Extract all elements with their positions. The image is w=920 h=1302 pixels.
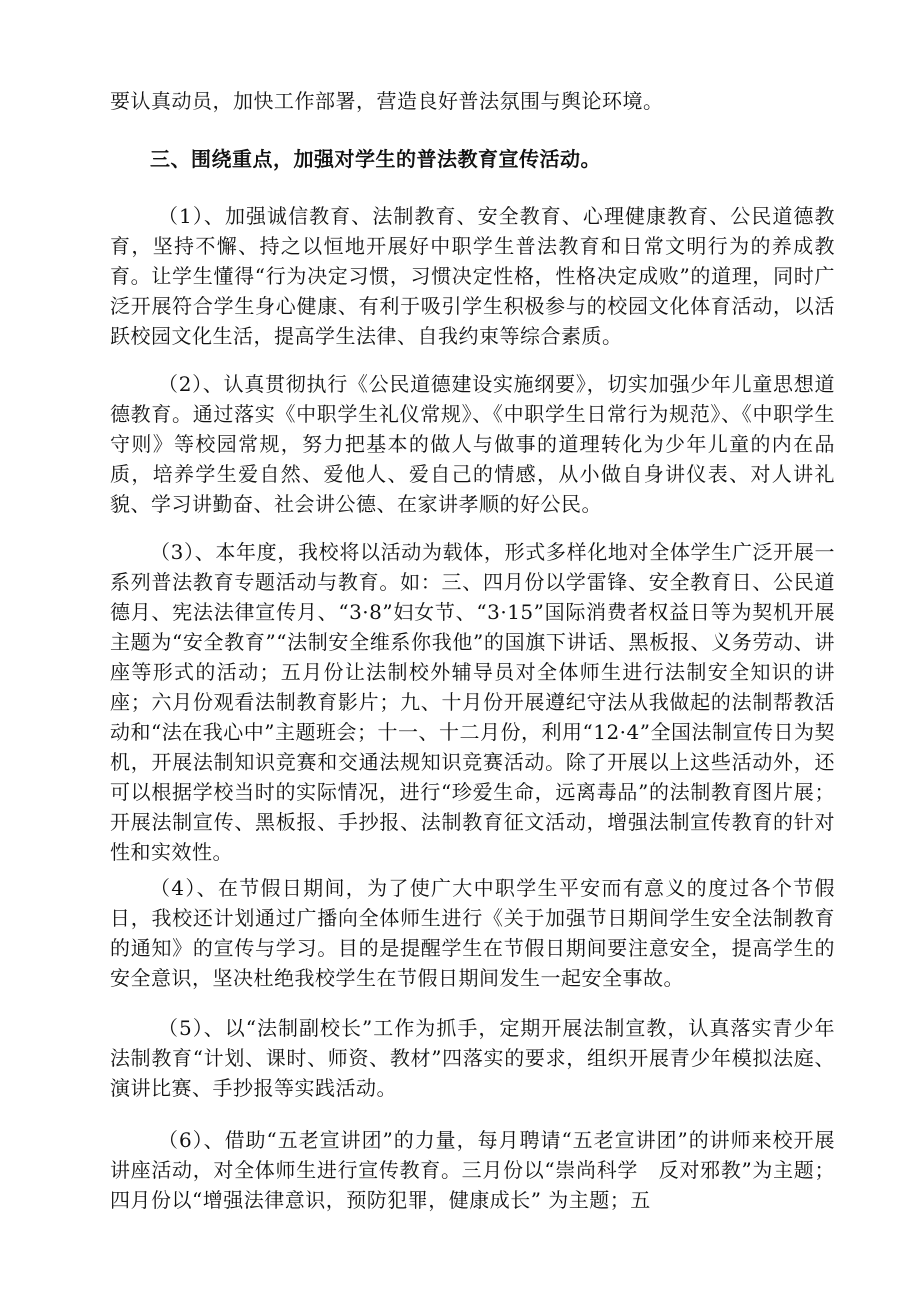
paragraph-item-6: （6）、借助“五老宣讲团”的力量，每月聘请“五老宣讲团”的讲师来校开展讲座活动，对全体师生进行宣传教育。三月份以“崇尚科学 反对邪教”为主题；四月份以“增强法律意识，预防犯罪，健康成长” 为主题；五 bbox=[110, 1128, 835, 1212]
paragraph-item-5: （5）、以“法制副校长”工作为抓手，定期开展法制宣教，认真落实青少年法制教育“计划、课时、师资、教材”四落实的要求，组织开展青少年模拟法庭、演讲比赛、手抄报等实践活动。 bbox=[110, 1016, 835, 1100]
paragraph-intro-tail: 要认真动员，加快工作部署，营造良好普法氛围与舆论环境。 bbox=[110, 89, 664, 113]
paragraph-item-1: （1）、加强诚信教育、法制教育、安全教育、心理健康教育、公民道德教育，坚持不懈、持之以恒地开展好中职学生普法教育和日常文明行为的养成教育。让学生懂得“行为决定习惯，习惯决定性格，性格决定成败”的道理，同时广泛开展符合学生身心健康、有利于吸引学生积极参与的校园文化体育活动，以活跃校园文化生活，提高学生法律、自我约束等综合素质。 bbox=[110, 204, 835, 348]
paragraph-item-3: （3）、本年度，我校将以活动为载体，形式多样化地对全体学生广泛开展一系列普法教育专题活动与教育。如：三、四月份以学雷锋、安全教育日、公民道德月、宪法法律宣传月、“3·8”妇女节、“3·15”国际消费者权益日等为契机开展主题为“安全教育”“法制安全维系你我他”的国旗下讲话、黑板报、义务劳动、讲座等形式的活动；五月份让法制校外辅导员对全体师生进行法制安全知识的讲座；六月份观看法制教育影片；九、十月份开展遵纪守法从我做起的法制帮教活动和“法在我心中”主题班会；十一、十二月份，利用“12·4”全国法制宣传日为契机，开展法制知识竞赛和交通法规知识竞赛活动。除了开展以上这些活动外，还可以根据学校当时的实际情况，进行“珍爱生命，远离毒品”的法制教育图片展；开展法制宣传、黑板报、手抄报、法制教育征文活动，增强法制宣传教育的针对性和实效性。 bbox=[110, 540, 835, 864]
paragraph-item-4: （4）、在节假日期间，为了使广大中职学生平安而有意义的度过各个节假日，我校还计划通过广播向全体师生进行《关于加强节日期间学生安全法制教育的通知》的宣传与学习。目的是提醒学生在节假日期间要注意安全，提高学生的安全意识，坚决杜绝我校学生在节假日期间发生一起安全事故。 bbox=[110, 876, 835, 990]
section-heading-3: 三、围绕重点，加强对学生的普法教育宣传活动。 bbox=[150, 147, 601, 171]
paragraph-item-2: （2）、认真贯彻执行《公民道德建设实施纲要》，切实加强少年儿童思想道德教育。通过落实《中职学生礼仪常规》、《中职学生日常行为规范》、《中职学生守则》等校园常规，努力把基本的做人与做事的道理转化为少年儿童的内在品质，培养学生爱自然、爱他人、爱自己的情感，从小做自身讲仪表、对人讲礼貌、学习讲勤奋、社会讲公德、在家讲孝顺的好公民。 bbox=[110, 372, 835, 516]
